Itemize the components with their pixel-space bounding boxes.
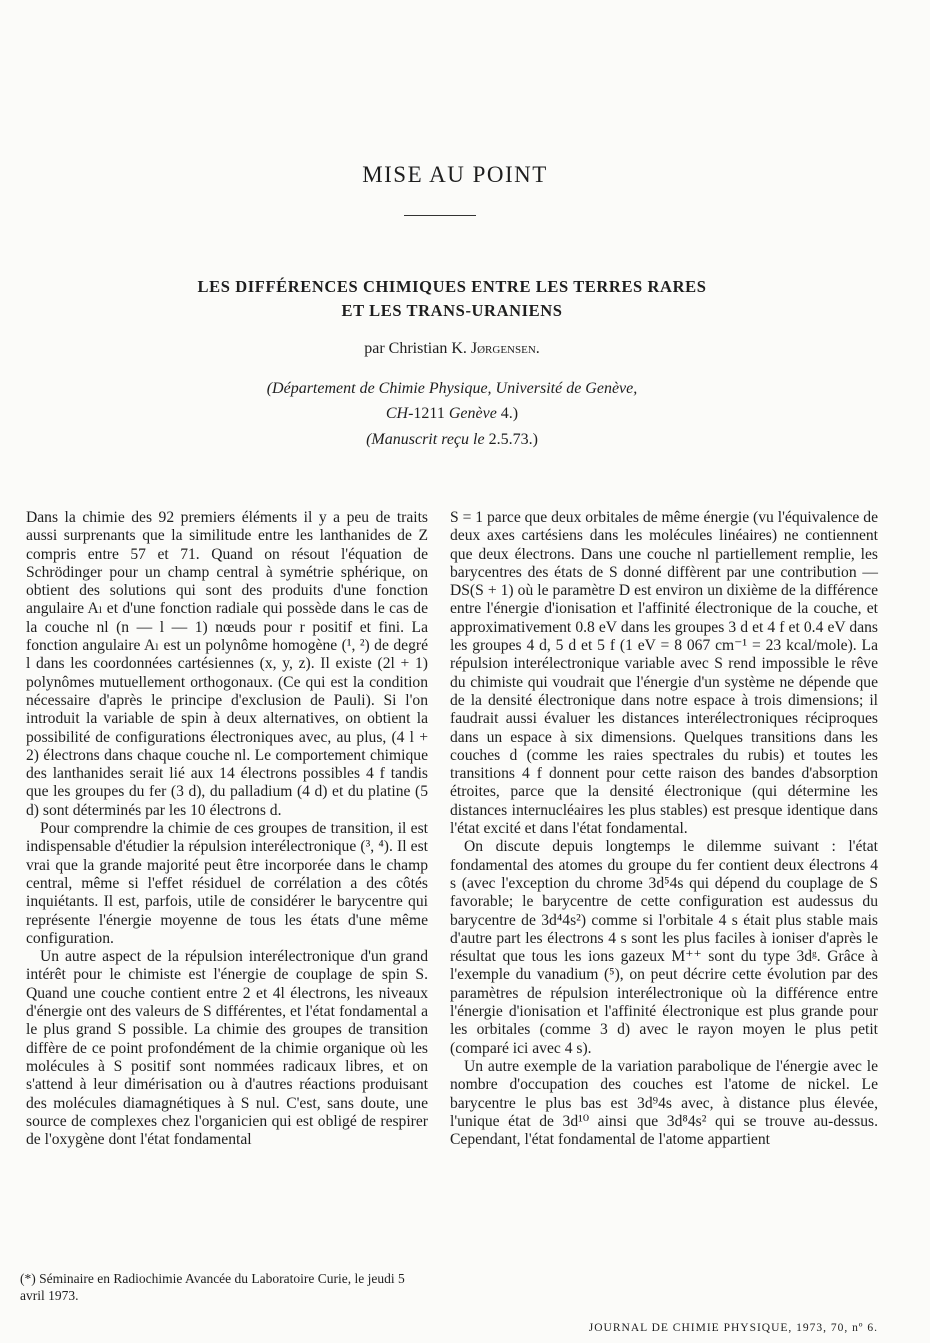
article-title-line-1: LES DIFFÉRENCES CHIMIQUES ENTRE LES TERRES RARES — [197, 277, 707, 296]
body-column-right — [450, 509, 878, 1149]
paragraph: Un autre exemple de la variation parabolique de l'énergie avec le nombre d'occupation des couches est l'atome de nickel. Le barycentre le plus bas est 3d⁹4s avec, à distance plus élevée, l'unique état de 3d¹⁰ ainsi que 3d⁸4s² qui se trouve au-dessus. Cependant, l'état fondamental de l'atome appartient — [450, 1057, 878, 1149]
article-title — [0, 275, 904, 323]
author-prefix: par Christian K. — [364, 340, 467, 357]
paragraph: S = 1 parce que deux orbitales de même énergie (vu l'équivalence de deux axes cartésiens dans les molécules linéaires) ne contiennent que deux électrons. Dans une couche nl partiellement remplie, les barycentres des états de S donné diffèrent par une contribution — DS(S + 1) où le paramètre D est environ un dixième de la différence entre l'énergie d'ionisation et l'affinité électronique de la couche, et approximativement 0.8 eV dans les groupes 3 d et 4 f et 0.4 eV dans les groupes 4 d, 5 d et 5 f (1 eV = 8 067 cm⁻¹ = 23 kcal/mole). La répulsion interélectronique variable avec S rend impossible le rêve du chimiste qui voudrait que l'énergie d'un système ne dépende que de la densité électronique dans notre espace à trois dimensions; il faudrait aussi évaluer les distances interélectroniques réciproques dans un espace à six dimensions. Quelques transitions dans les couches d (comme les raies spectrales du rubis) et toutes les transitions 4 f donnent pour cette raison des bandes d'absorption étroites, parce que la densité électronique (qui détermine les distances internucléaires les plus stables) est presque identique dans l'état excité et dans l'état fondamental. — [450, 509, 878, 838]
affiliation-line-2: CH-1211 Genève 4.) — [385, 405, 519, 422]
affiliation-line-1: (Département de Chimie Physique, Université de Genève, — [266, 380, 638, 397]
section-title: MISE AU POINT — [362, 162, 548, 187]
paragraph: Dans la chimie des 92 premiers éléments il y a peu de traits aussi surprenants que la similitude entre les lanthanides de Z compris entre 57 et 71. Quand on résout l'équation de Schrödinger pour un champ central à symétrie sphérique, on obtient des solutions qui sont des produits d'une fonction angulaire Aₗ et d'une fonction radiale qui possède dans le cas de la couche nl (n — l — 1) nœuds pour r positif et fini. La fonction angulaire Aₗ est un polynôme homogène (¹, ²) de degré l dans les coordonnées cartésiennes (x, y, z). Il existe (2l + 1) polynômes mutuellement orthogonaux. (Ce qui est la condition nécessaire d'après le principe d'exclusion de Pauli). Si l'on introduit la variable de spin à deux alternatives, on obtient la possibilité de configurations électroniques avec, au plus, (4 l + 2) électrons dans chaque couche nl. Le comportement chimique des lanthanides serait lié aux 14 électrons possibles 4 f tandis que les groupes du fer (3 d), du palladium (4 d) et du platine (5 d) sont déterminés par les 10 électrons d. — [26, 509, 428, 819]
article-title-line-2: ET LES TRANS-URANIENS — [341, 301, 563, 320]
paragraph: On discute depuis longtemps le dilemme suivant : l'état fondamental des atomes du groupe du fer contient deux électrons 4 s (avec l'exception du chrome 3d⁵4s qui dépend du couplage de S favorable; le barycentre de cette configuration est audessus du barycentre de 3d⁴4s²) comme si l'orbitale 4 s était plus stable mais d'autre part les électrons 4 s sont les plus faciles à ioniser d'après le résultat que tous les ions gazeux M⁺⁺ sont du type 3dᵍ. Grâce à l'exemple du vanadium (⁵), on peut décrire cette évolution par des paramètres de répulsion interélectronique où la différence entre l'énergie d'ionisation et l'affinité électronique est plus grande pour les orbitales (comme 3 d) avec le rayon moyen le plus petit (comparé ici avec 4 s). — [450, 838, 878, 1057]
affiliation — [0, 376, 904, 426]
paragraph: Pour comprendre la chimie de ces groupes de transition, il est indispensable d'étudier la répulsion interélectronique (³, ⁴). Il est vrai que la grande majorité peut être incorporée dans le champ central, même si l'effet résiduel de corrélation a des côtés inquiétants. Il est, parfois, utile de considérer le barycentre qui représente l'énergie moyenne de tous les états d'une même configuration. — [26, 820, 428, 947]
body-column-left — [26, 509, 428, 1149]
received-date: (Manuscrit reçu le 2.5.73.) — [366, 431, 538, 448]
author-line — [0, 340, 904, 358]
footnote: (*) Séminaire en Radiochimie Avancée du Laboratoire Curie, le jeudi 5 avril 1973. — [20, 1271, 405, 1303]
journal-footer: JOURNAL DE CHIMIE PHYSIQUE, 1973, 70, nº 6. — [588, 1322, 878, 1334]
author-surname: Jørgensen. — [470, 340, 540, 357]
title-divider — [404, 215, 476, 216]
paragraph: Un autre aspect de la répulsion interélectronique d'un grand intérêt pour le chimiste est l'énergie de couplage de spin S. Quand une couche contient entre 2 et 4l électrons, les niveaux d'énergie ont des valeurs de S différentes, et l'état fondamental a le plus grand S possible. La chimie des groupes de transition diffère de ce point profondément de la chimie organique où les molécules à S positif sont nommées radicaux libres, et on s'attend à leur dimérisation ou à d'autres réactions produisant des molécules diamagnétiques à S nul. C'est, sans doute, une source de complexes chez l'organicien qui est obligé de respirer de l'oxygène dont l'état fondamental — [26, 948, 428, 1149]
